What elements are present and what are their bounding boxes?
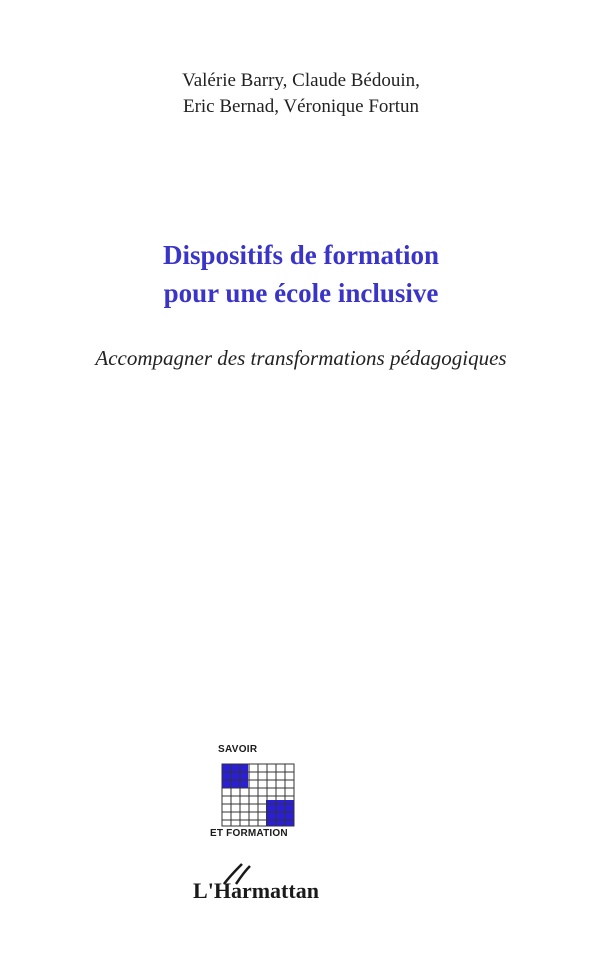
collection-logo <box>210 744 310 844</box>
title-line-1: Dispositifs de formation <box>163 240 439 270</box>
publisher-name: L'Harmattan <box>193 878 319 903</box>
collection-grid-icon <box>220 760 296 828</box>
publisher-logo <box>176 862 336 912</box>
collection-top-label: SAVOIR <box>218 744 258 755</box>
authors-line-2: Eric Bernad, Véronique Fortun <box>182 96 420 117</box>
author-list <box>0 68 602 120</box>
book-title <box>0 236 602 312</box>
book-subtitle: Accompagner des transformations pédagogiques <box>95 346 507 370</box>
title-line-2: pour une école inclusive <box>163 278 439 308</box>
collection-bottom-label: ET FORMATION <box>210 828 288 839</box>
authors-line-1: Valérie Barry, Claude Bédouin, <box>182 70 420 91</box>
